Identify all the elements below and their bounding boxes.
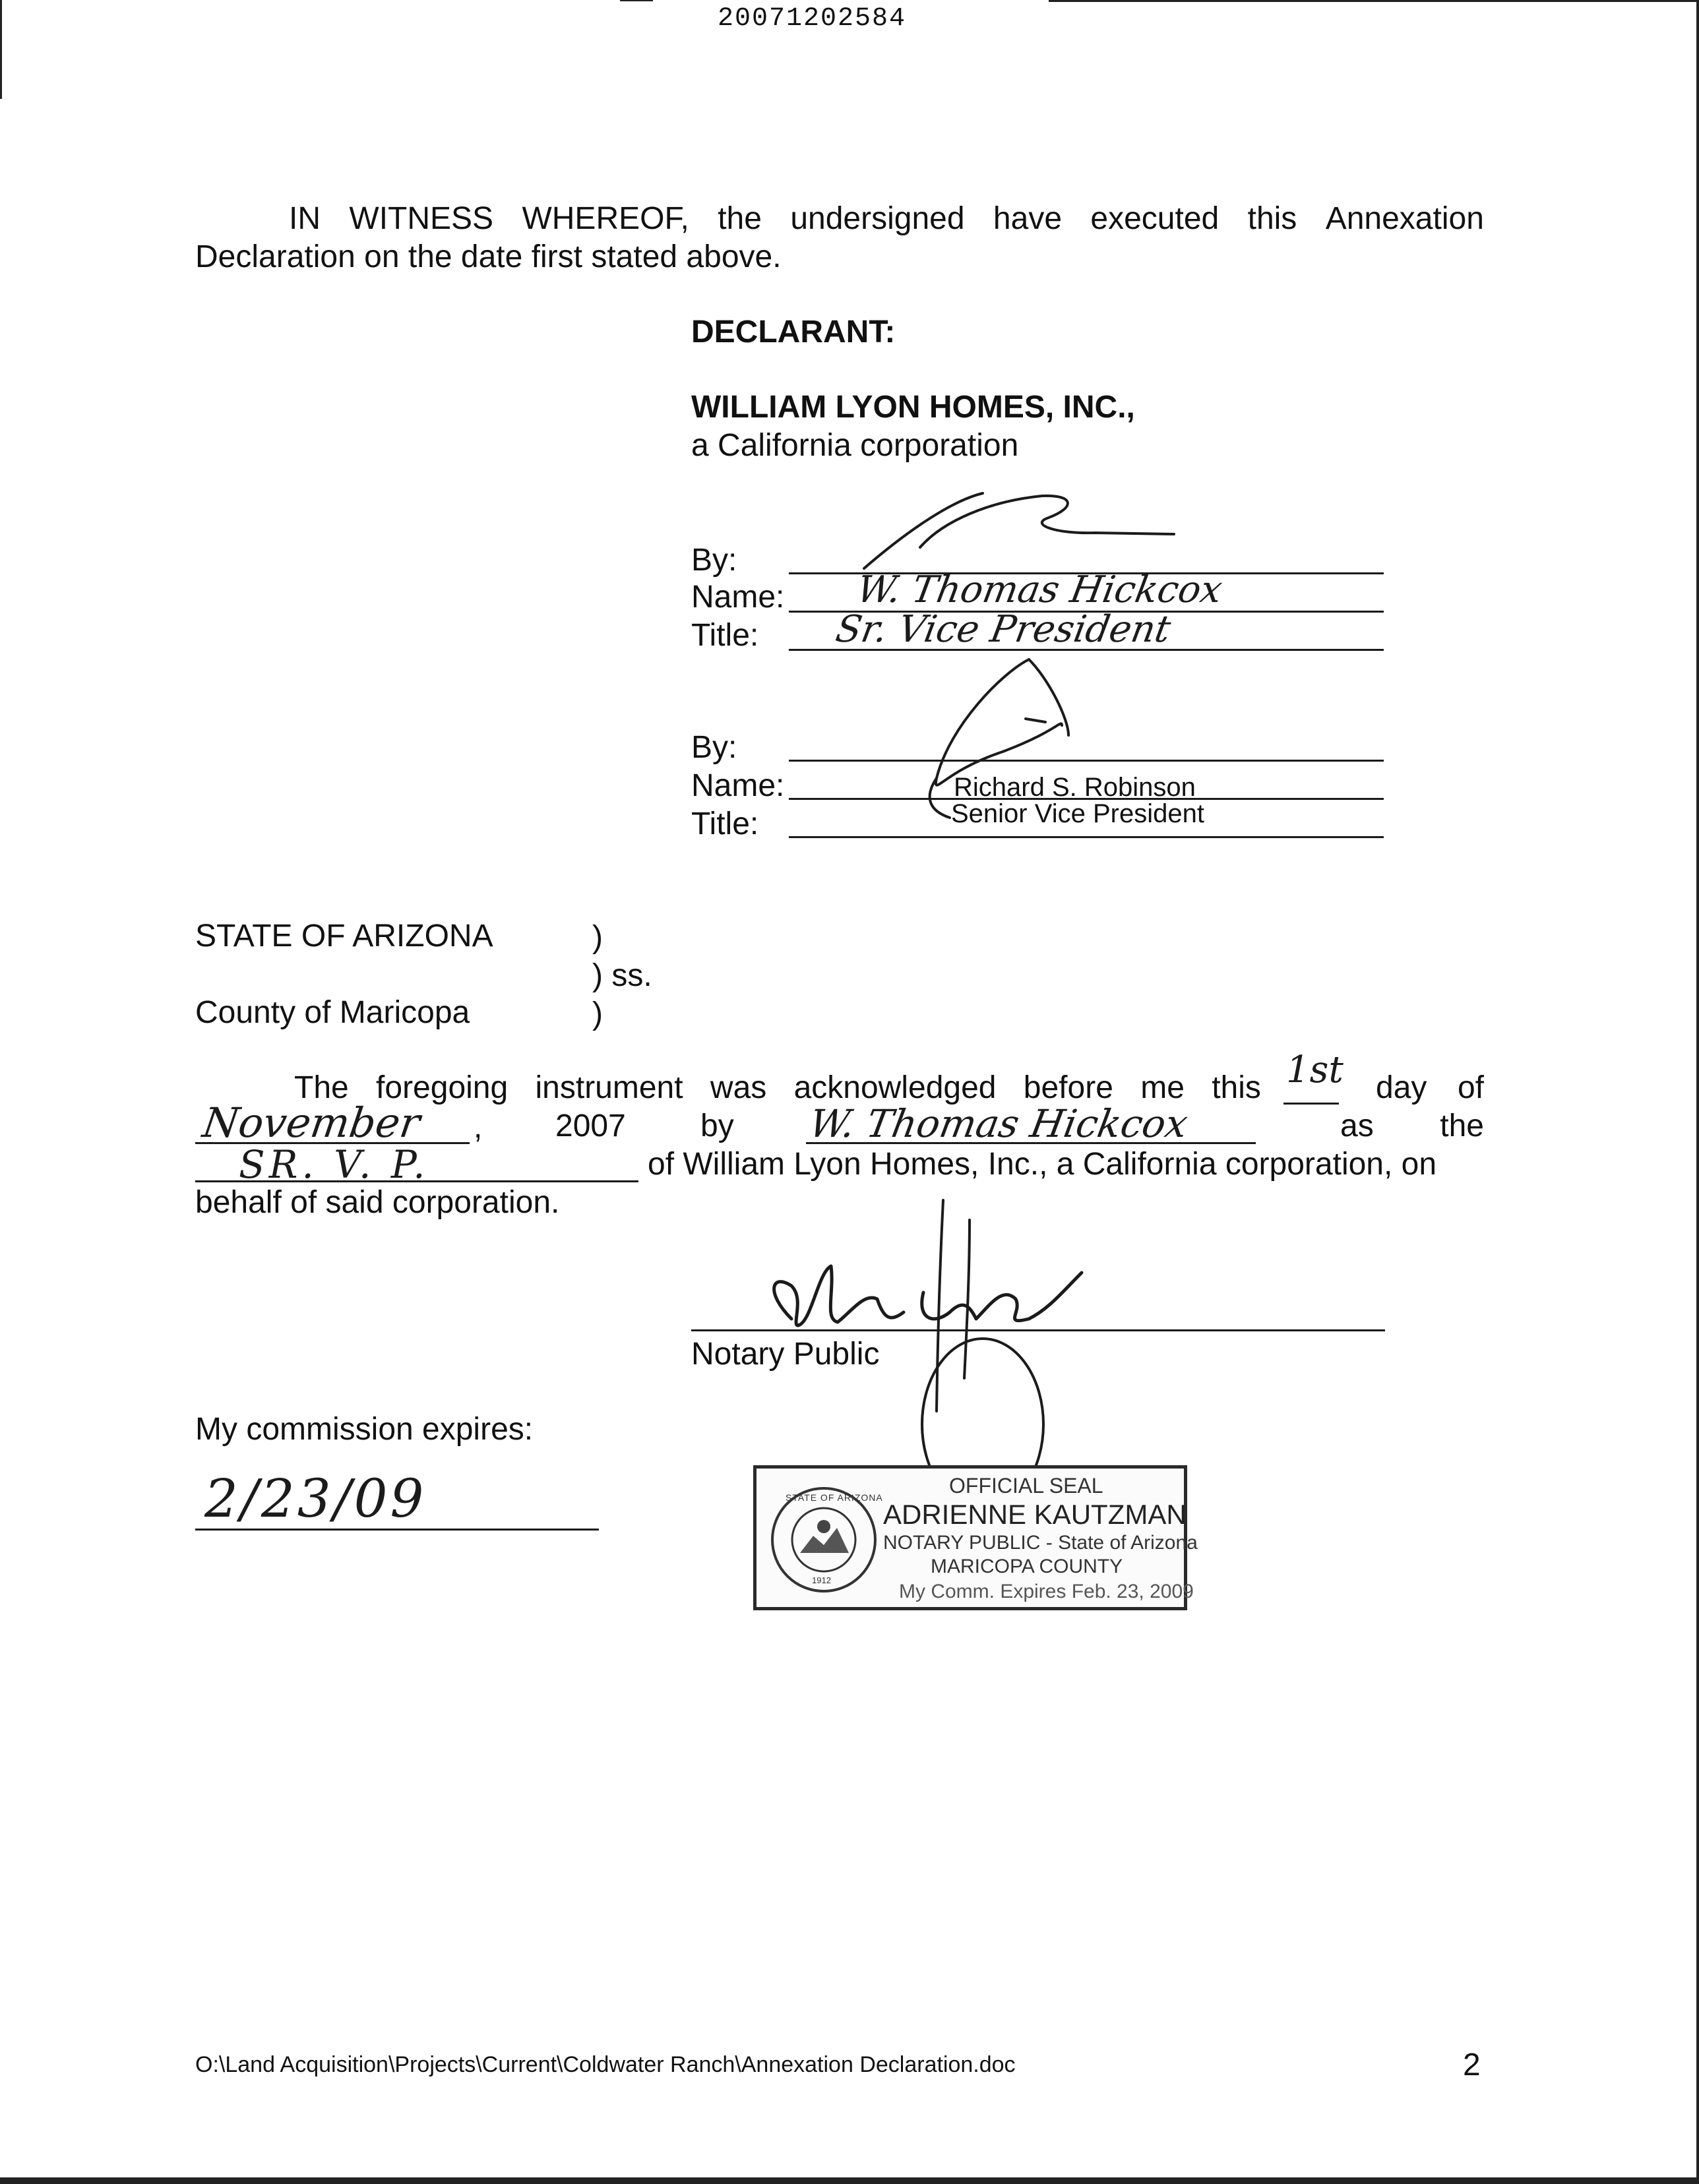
ack-word: instrument — [535, 1070, 683, 1105]
signature-1-title-label: Title: — [691, 618, 759, 653]
recording-number: 20071202584 — [718, 4, 907, 34]
commission-value: 2/23/09 — [204, 1468, 427, 1529]
seal-emblem — [771, 1487, 883, 1592]
ack-word: day — [1376, 1070, 1427, 1105]
signature-2-title-value: Senior Vice President — [951, 799, 1204, 828]
signature-1-scrawl — [857, 488, 1200, 580]
ack-comma: , — [474, 1110, 483, 1145]
ack-day-value: 1st — [1286, 1048, 1344, 1091]
witness-word: the — [718, 201, 762, 236]
witness-clause-line-1 — [289, 203, 1484, 235]
seal-emblem-ring-text: STATE OF ARIZONA — [786, 1492, 883, 1503]
ack-year: 2007 — [555, 1108, 626, 1143]
ack-word: the — [1440, 1108, 1484, 1143]
ack-person-value: W. Thomas Hickcox — [806, 1101, 1191, 1146]
witness-word: Annexation — [1325, 201, 1484, 236]
venue-state: STATE OF ARIZONA — [195, 919, 493, 954]
signature-2-scrawl — [910, 653, 1108, 831]
official-seal-stamp — [753, 1465, 1198, 1610]
scan-edge-top-left — [620, 0, 653, 1]
signature-2-name-value: Richard S. Robinson — [954, 773, 1196, 802]
witness-word: IN — [289, 201, 321, 236]
ack-month-value: November — [199, 1099, 423, 1147]
signature-2-by-label: By: — [691, 730, 737, 765]
signature-2-name-label: Name: — [691, 768, 785, 803]
venue-paren-1: ) — [592, 920, 603, 955]
witness-word: executed — [1090, 201, 1220, 236]
signature-1-by-label: By: — [691, 543, 737, 578]
venue-paren-ss: ) ss. — [592, 958, 652, 993]
footer-file-path: O:\Land Acquisition\Projects\Current\Coldwater Ranch\Annexation Declaration.doc — [195, 2052, 1016, 2077]
witness-word: WHEREOF, — [522, 201, 689, 236]
signature-2-title-line — [789, 836, 1384, 838]
signature-1-name-value: W. Thomas Hickcox — [853, 568, 1225, 611]
ack-word: me — [1140, 1070, 1185, 1105]
scan-edge-top — [1049, 0, 1699, 2]
witness-word: this — [1247, 201, 1297, 236]
scan-edge-right — [1696, 0, 1699, 2184]
witness-clause-line-2: Declaration on the date first stated above. — [195, 239, 782, 274]
signature-1-title-value: Sr. Vice President — [832, 608, 1174, 651]
ack-day-line — [1283, 1103, 1339, 1105]
ack-word: The — [294, 1070, 349, 1105]
declarant-company: WILLIAM LYON HOMES, INC., — [691, 390, 1135, 425]
seal-line-5: My Comm. Expires Feb. 23, 2009 — [899, 1581, 1194, 1602]
acknowledgment-line-1 — [294, 1072, 1261, 1104]
witness-word: undersigned — [790, 201, 965, 236]
venue-paren-3: ) — [592, 996, 603, 1031]
ack-word: was — [710, 1070, 767, 1105]
witness-word: have — [993, 201, 1063, 236]
ack-word: before — [1023, 1070, 1113, 1105]
ack-as-the — [1340, 1110, 1484, 1142]
ack-word: this — [1212, 1070, 1261, 1105]
seal-line-2: ADRIENNE KAUTZMAN — [883, 1499, 1187, 1530]
seal-line-1: OFFICIAL SEAL — [949, 1474, 1103, 1498]
ack-word: as — [1340, 1108, 1374, 1143]
signature-1-name-label: Name: — [691, 580, 785, 615]
notary-public-label: Notary Public — [691, 1337, 880, 1372]
declarant-entity-type: a California corporation — [691, 428, 1019, 463]
seal-emblem-year: 1912 — [812, 1575, 831, 1585]
ack-by: by — [700, 1108, 734, 1143]
ack-word: acknowledged — [793, 1070, 997, 1105]
ack-day-of — [1376, 1072, 1484, 1104]
ack-capacity-value: SR. V. P. — [239, 1142, 429, 1187]
seal-line-3: NOTARY PUBLIC - State of Arizona — [883, 1532, 1198, 1554]
declarant-heading: DECLARANT: — [691, 315, 896, 349]
seal-line-4: MARICOPA COUNTY — [931, 1556, 1123, 1577]
scan-edge-left — [0, 0, 2, 99]
signature-2-title-label: Title: — [691, 806, 759, 841]
ack-word: foregoing — [376, 1070, 509, 1105]
ack-line-3: of William Lyon Homes, Inc., a California corporation, on — [648, 1147, 1437, 1182]
commission-label: My commission expires: — [195, 1412, 534, 1447]
venue-county: County of Maricopa — [195, 995, 470, 1030]
witness-word: WITNESS — [349, 201, 494, 236]
ack-word: of — [1457, 1070, 1484, 1105]
footer-page-number: 2 — [1463, 2048, 1481, 2082]
scan-edge-bottom — [0, 2177, 1699, 2184]
ack-line-4: behalf of said corporation. — [195, 1185, 560, 1220]
